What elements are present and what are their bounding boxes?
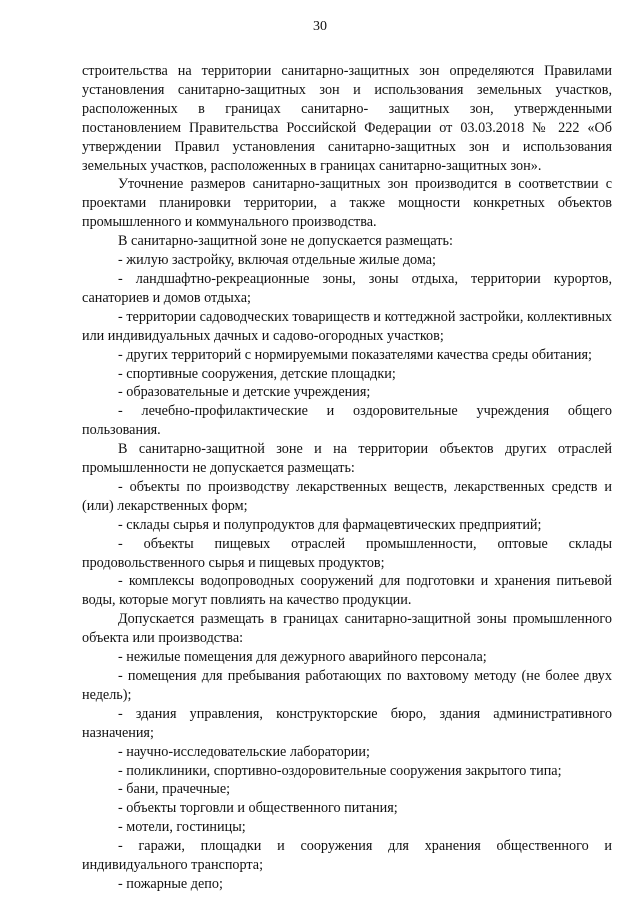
list-item: - гаражи, площадки и сооружения для хранения общественного и индивидуального транспорта; <box>82 838 612 874</box>
list-item: - ландшафтно-рекреационные зоны, зоны отдыха, территории курортов, санаториев и домов отдыха; <box>82 270 612 306</box>
list-item: - других территорий с нормируемыми показателями качества среды обитания; <box>118 346 592 363</box>
list-item: - помещения для пребывания работающих по вахтовому методу (не более двух недель); <box>82 668 612 703</box>
paragraph: В санитарно-защитной зоне не допускается размещать: <box>118 233 453 250</box>
list-item: - территории садоводческих товариществ и коттеджной застройки, коллективных или индивидуальных дачных и садово-огородных участков; <box>82 308 612 344</box>
document-body <box>82 62 612 894</box>
list-item: - мотели, гостиницы; <box>118 819 246 836</box>
list-item: - бани, прачечные; <box>118 781 231 798</box>
list-item: - объекты торговли и общественного питания; <box>118 800 398 817</box>
list-item: - здания управления, конструкторские бюро, здания административного назначения; <box>82 705 612 741</box>
list-item: - образовательные и детские учреждения; <box>118 384 371 401</box>
list-item: - комплексы водопроводных сооружений для подготовки и хранения питьевой воды, которые могут повлиять на качество продукции. <box>82 573 612 609</box>
list-item: - лечебно-профилактические и оздоровительные учреждения общего пользования. <box>82 403 612 439</box>
list-item: - объекты по производству лекарственных веществ, лекарственных средств и (или) лекарственных форм; <box>82 478 612 514</box>
list-item: - объекты пищевых отраслей промышленности, оптовые склады продовольственного сырья и пищевых продуктов; <box>82 535 612 571</box>
paragraph: строительства на территории санитарно-защитных зон определяются Правилами установления санитарно-защитных зон и использования земельных участков, расположенных в границах санитарно- защитных зон, утвержденными постановлением Правительства Российской Федерации от 03.03.2018 № 222 «Об утверждении Правил установления санитарно-защитных зон и использования земельных участков, расположенных в границах санитарно-защитных зон». <box>82 63 612 174</box>
list-item: - поликлиники, спортивно-оздоровительные сооружения закрытого типа; <box>118 762 562 779</box>
list-item: - склады сырья и полупродуктов для фармацевтических предприятий; <box>118 516 542 533</box>
list-item: - спортивные сооружения, детские площадки; <box>118 365 396 382</box>
list-item: - нежилые помещения для дежурного аварийного персонала; <box>118 649 487 666</box>
list-item: - пожарные депо; <box>118 875 223 892</box>
paragraph: В санитарно-защитной зоне и на территории объектов других отраслей промышленности не допускается размещать: <box>82 441 612 477</box>
paragraph: Уточнение размеров санитарно-защитных зон производится в соответствии с проектами планировки территории, а также мощности конкретных объектов промышленного и коммунального производства. <box>82 176 612 231</box>
paragraph: Допускается размещать в границах санитарно-защитной зоны промышленного объекта или производства: <box>82 611 612 647</box>
list-item: - научно-исследовательские лаборатории; <box>118 743 370 760</box>
list-item: - жилую застройку, включая отдельные жилые дома; <box>118 252 436 269</box>
page-number: 30 <box>313 19 327 34</box>
